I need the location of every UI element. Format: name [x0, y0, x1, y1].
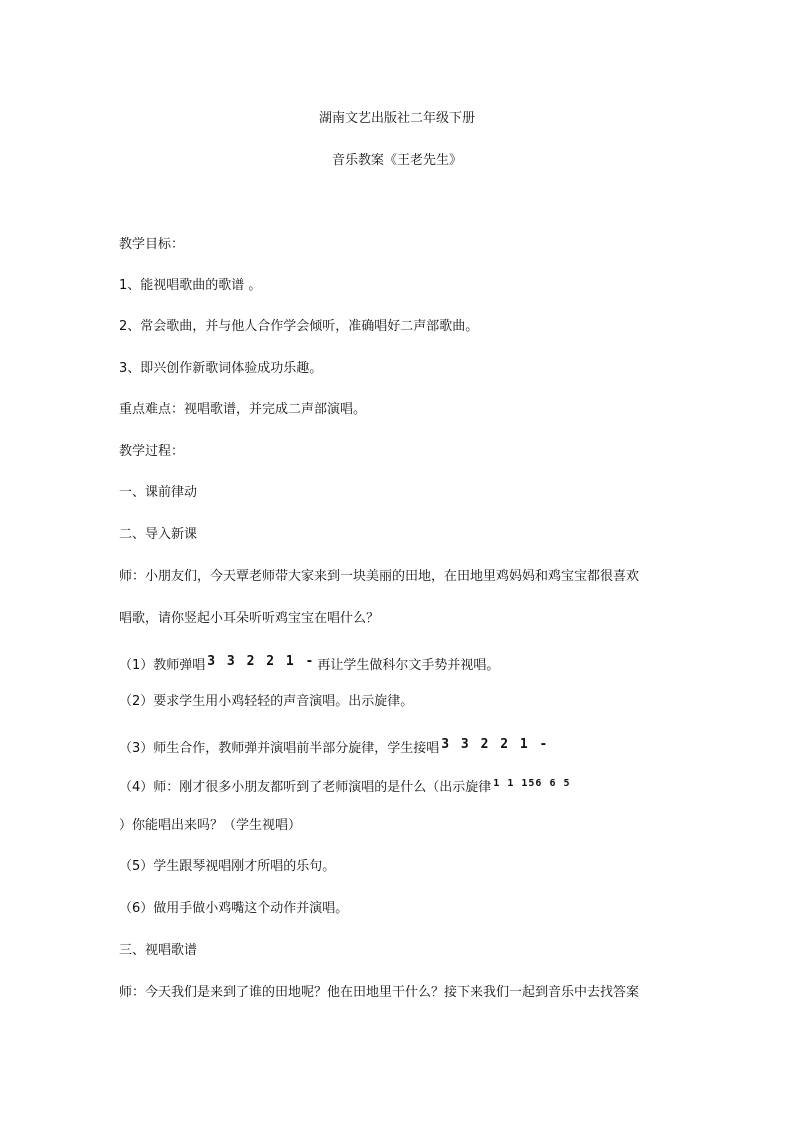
step-4-notation: 1 1 156 6 5: [493, 778, 571, 789]
objective-item-2: 2、常会歌曲，并与他人合作学会倾听，准确唱好二声部歌曲。: [119, 319, 479, 334]
step-3: [119, 737, 551, 757]
step-1-text-after: 再让学生做科尔文手势并视唱。: [317, 658, 500, 673]
process-heading: 教学过程：: [119, 444, 185, 459]
document-title: 音乐教案《王老先生》: [331, 153, 462, 168]
step-4-continued: ）你能唱出来吗？（学生视唱）: [119, 818, 302, 833]
step-1-notation: 3 3 2 2 1 -: [207, 654, 316, 669]
objective-item-3: 3、即兴创作新歌词体验成功乐趣。: [119, 361, 323, 376]
objectives-heading: 教学目标：: [119, 237, 185, 252]
step-2: （2）要求学生用小鸡轻轻的声音演唱。出示旋律。: [119, 694, 414, 709]
step-3-text: （3）师生合作，教师弹并演唱前半部分旋律，学生接唱: [119, 741, 440, 756]
step-4: [119, 776, 573, 796]
step-4-text: （4）师：刚才很多小朋友都听到了老师演唱的是什么（出示旋律: [119, 780, 492, 795]
intro-paragraph-line-1: 师：小朋友们，今天覃老师带大家来到一块美丽的田地，在田地里鸡妈妈和鸡宝宝都很喜欢: [119, 569, 640, 584]
key-points: 重点难点：视唱歌谱，并完成二声部演唱。: [119, 402, 367, 417]
step-6: （6）做用手做小鸡嘴这个动作并演唱。: [119, 901, 349, 916]
section-1-heading: 一、课前律动: [119, 485, 198, 500]
publisher-line: 湖南文艺出版社二年级下册: [318, 111, 475, 126]
step-1-text: （1）教师弹唱: [119, 658, 206, 673]
section-2-heading: 二、导入新课: [119, 527, 198, 542]
step-1: [119, 654, 499, 674]
step-5: （5）学生跟琴视唱刚才所唱的乐句。: [119, 859, 336, 874]
intro-paragraph-line-2: 唱歌，请你竖起小耳朵听听鸡宝宝在唱什么？: [119, 611, 380, 626]
closing-paragraph: 师：今天我们是来到了谁的田地呢？他在田地里干什么？接下来我们一起到音乐中去找答案: [119, 985, 640, 1000]
step-3-notation: 3 3 2 2 1 -: [441, 737, 550, 752]
objective-item-1: 1、能视唱歌曲的歌谱 。: [119, 278, 262, 293]
section-3-heading: 三、视唱歌谱: [119, 943, 198, 958]
